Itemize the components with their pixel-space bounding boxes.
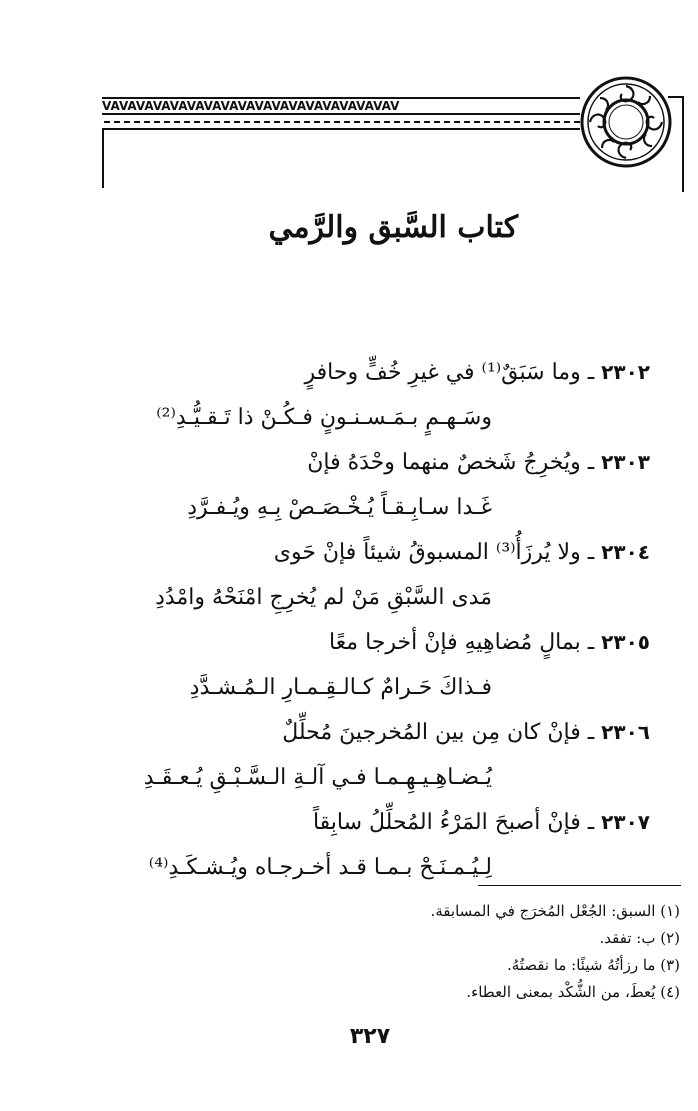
verse-text: وما سَبَقٌ⁽¹⁾ في غيرِ خُفٍّ وحافرٍ: [304, 360, 581, 385]
footnotes: [290, 898, 680, 1006]
verse-second-hemistich: غَـدا سـابِـقـاً يُـخْـصَـصْ بِـهِ ويُـفـرَّدِ: [187, 495, 492, 520]
verse-second-hemistich: فـذاكَ حَـرامٌ كـالـقِـمـارِ الـمُـشـدَّدِ: [189, 675, 492, 700]
verse-number: ٢٣٠٣: [601, 450, 650, 474]
footnote-separator: [478, 885, 681, 886]
verse-item: [70, 800, 650, 890]
verse-item: [70, 530, 650, 620]
verse-item: [70, 710, 650, 800]
verse-item: [70, 620, 650, 710]
verse-first-hemistich: ٢٣٠٣ ـ ويُخرِجُ شَخصٌ منهما وحْدَهُ فإنْ: [307, 450, 650, 475]
verse-number: ٢٣٠٧: [601, 810, 650, 834]
header-solid-rule: [104, 128, 580, 130]
verse-text: ويُخرِجُ شَخصٌ منهما وحْدَهُ فإنْ: [307, 450, 581, 475]
verse-first-hemistich: ٢٣٠٦ ـ فإنْ كان مِن بين المُخرجينَ مُحلِّلٌ: [282, 720, 650, 745]
footnote: (١) السبق: الجُعْل المُخرَج في المسابقة.: [430, 902, 680, 920]
verse-text: فإنْ كان مِن بين المُخرجينَ مُحلِّلٌ: [282, 720, 581, 745]
footnote: (٣) ما رزأتُهُ شيئًا: ما نقصتُهُ.: [506, 956, 680, 974]
verse-second-hemistich: لِـيُـمـنَـحْ بـمـا قـد أخـرجـاه ويُـشـكَـدِ⁽⁴⁾: [148, 855, 492, 880]
verse-text: بمالٍ مُضاهِيهِ فإنْ أخرجا معًا: [328, 630, 581, 655]
header-ornament-band: VAVAVAVAVAVAVAVAVAVAVAVAVAVAVAVAVAV: [102, 97, 580, 115]
verse-item: [70, 440, 650, 530]
footnote: (٢) ب: تفقد.: [599, 929, 680, 947]
verse-second-hemistich: وسَـهـمٍ بـمَـسـنـونٍ فـكُـنْ ذا تَـقـيُّـدِ⁽²⁾: [156, 405, 492, 430]
verse-first-hemistich: ٢٣٠٧ ـ فإنْ أصبحَ المَرْءُ المُحلِّلُ سابِقاً: [312, 810, 650, 835]
verse-first-hemistich: ٢٣٠٤ ـ ولا يُرزَأُ⁽³⁾ المسبوقُ شيئاً فإنْ حَوى: [273, 540, 650, 565]
verse-number: ٢٣٠٥: [601, 630, 650, 654]
verse-number: ٢٣٠٢: [601, 360, 650, 384]
verse-first-hemistich: ٢٣٠٥ ـ بمالٍ مُضاهِيهِ فإنْ أخرجا معًا: [328, 630, 650, 655]
chapter-title: كتاب السَّبق والرَّمي: [268, 210, 518, 245]
verse-text: ولا يُرزَأُ⁽³⁾ المسبوقُ شيئاً فإنْ حَوى: [273, 540, 581, 565]
verse-item: [70, 350, 650, 440]
arabesque-medallion-icon: [578, 74, 674, 170]
verse-number: ٢٣٠٦: [601, 720, 650, 744]
header-dashed-rule: [104, 121, 580, 123]
header-left-bracket: [102, 128, 104, 188]
page-number: ٣٢٧: [349, 1024, 391, 1049]
verse-second-hemistich: مَدى السَّبْقِ مَنْ لم يُخرِجِ امْنَحْهُ وامْدُدِ: [155, 585, 492, 610]
footnote: (٤) يُعطَ، من الشُّكْد بمعنى العطاء.: [466, 983, 680, 1001]
verse-first-hemistich: ٢٣٠٢ ـ وما سَبَقٌ⁽¹⁾ في غيرِ خُفٍّ وحافرٍ: [304, 360, 650, 385]
verse-text: فإنْ أصبحَ المَرْءُ المُحلِّلُ سابِقاً: [312, 810, 581, 835]
verse-second-hemistich: يُـضـاهِـيـهِـمـا فـي آلـةِ الـسَّـبْـقِ يُـعـقَـدِ: [143, 765, 492, 790]
verse-list: [70, 350, 650, 890]
verse-number: ٢٣٠٤: [601, 540, 650, 564]
